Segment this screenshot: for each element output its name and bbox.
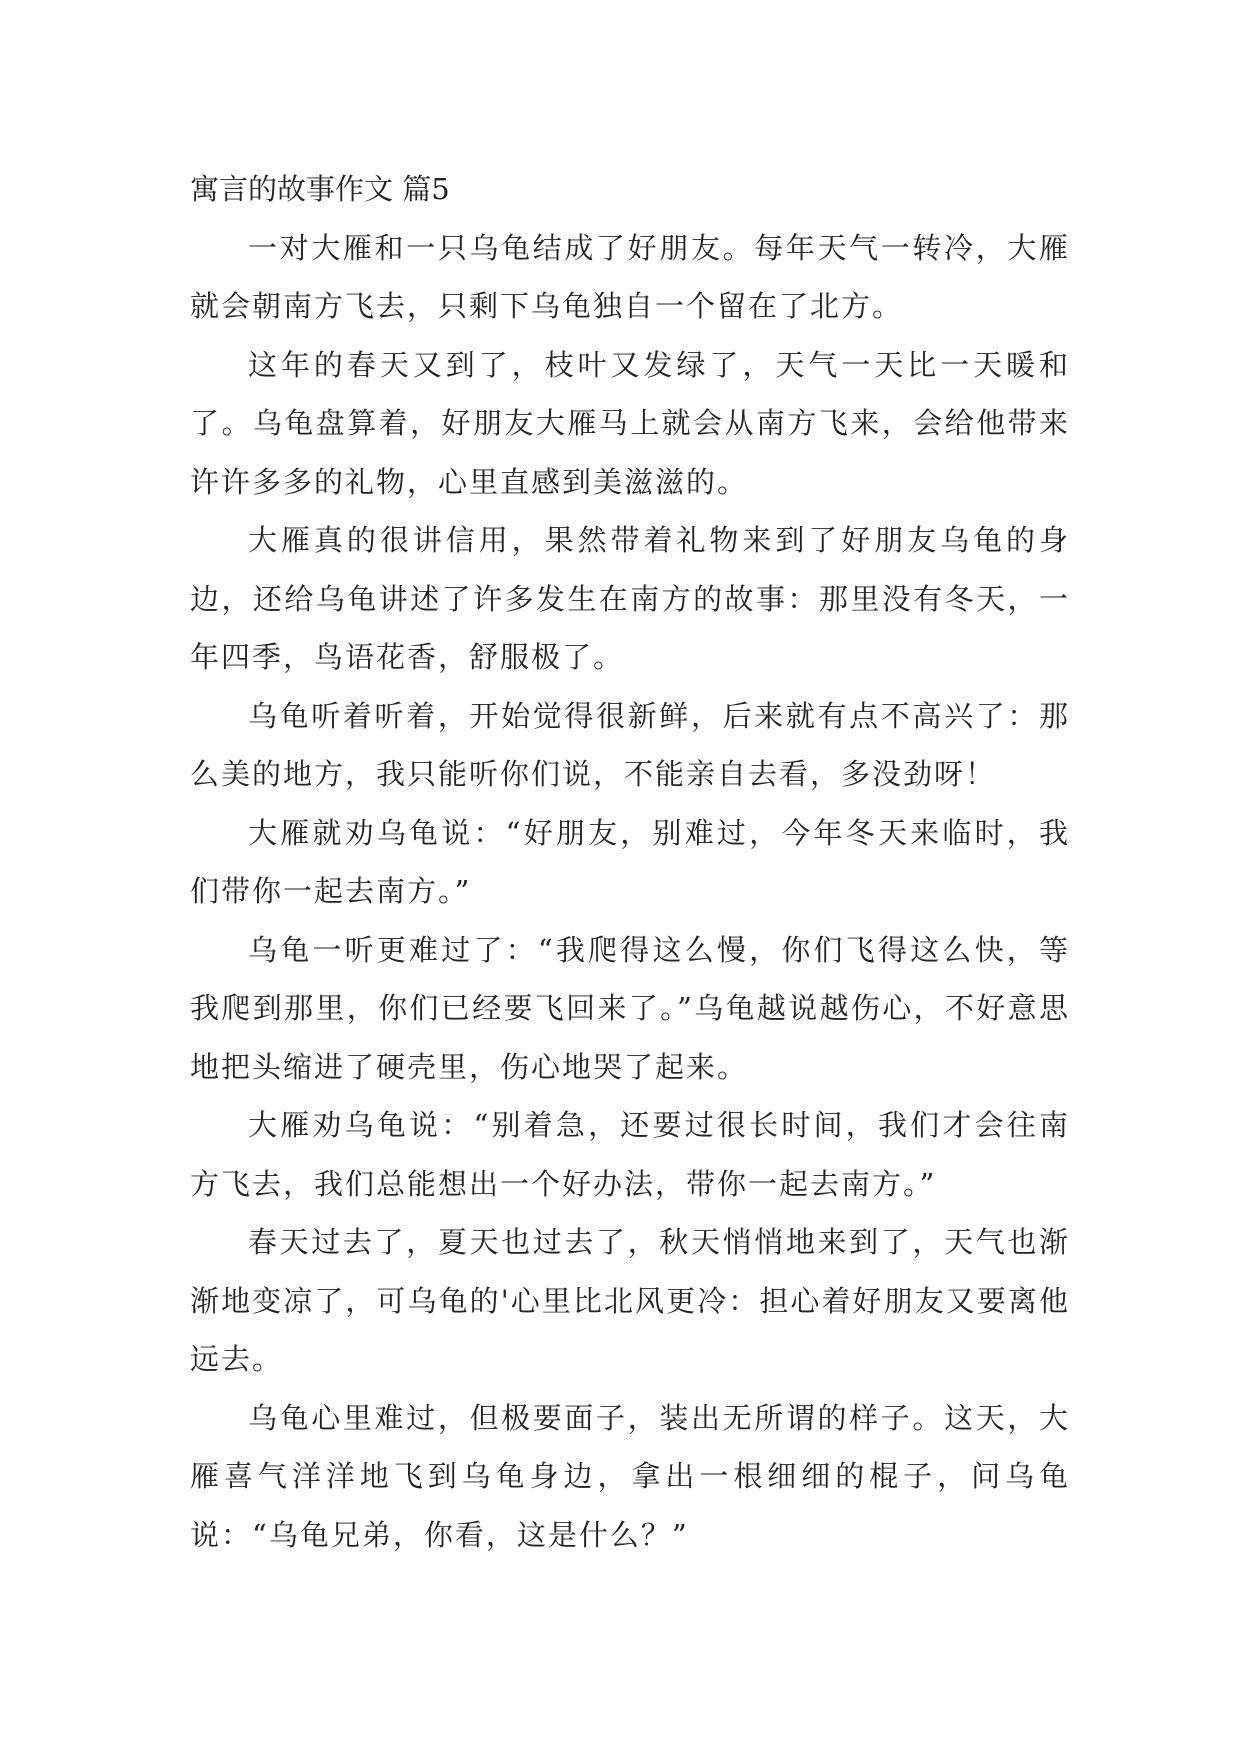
paragraph: 大雁就劝乌龟说：“好朋友，别难过，今年冬天来临时，我们带你一起去南方。” <box>190 815 1070 908</box>
document-body <box>190 160 1070 1564</box>
document-title: 寓言的故事作文 篇5 <box>190 172 450 206</box>
paragraph: 一对大雁和一只乌龟结成了好朋友。每年天气一转冷，大雁就会朝南方飞去，只剩下乌龟独自一个留在了北方。 <box>190 230 1070 323</box>
paragraph: 这年的春天又到了，枝叶又发绿了，天气一天比一天暖和了。乌龟盘算着，好朋友大雁马上就会从南方飞来，会给他带来许许多多的礼物，心里直感到美滋滋的。 <box>190 347 1070 499</box>
paragraph: 乌龟一听更难过了：“我爬得这么慢，你们飞得这么快，等我爬到那里，你们已经要飞回来了。”乌龟越说越伤心，不好意思地把头缩进了硬壳里，伤心地哭了起来。 <box>190 932 1070 1084</box>
paragraph: 大雁劝乌龟说：“别着急，还要过很长时间，我们才会往南方飞去，我们总能想出一个好办法，带你一起去南方。” <box>190 1108 1070 1201</box>
paragraph: 春天过去了，夏天也过去了，秋天悄悄地来到了，天气也渐渐地变凉了，可乌龟的'心里比北风更冷：担心着好朋友又要离他远去。 <box>190 1225 1070 1376</box>
paragraph: 大雁真的很讲信用，果然带着礼物来到了好朋友乌龟的身边，还给乌龟讲述了许多发生在南方的故事：那里没有冬天，一年四季，鸟语花香，舒服极了。 <box>190 523 1070 674</box>
paragraph: 乌龟听着听着，开始觉得很新鲜，后来就有点不高兴了：那么美的地方，我只能听你们说，不能亲自去看，多没劲呀！ <box>190 698 1070 791</box>
paragraph: 乌龟心里难过，但极要面子，装出无所谓的样子。这天，大雁喜气洋洋地飞到乌龟身边，拿出一根细细的棍子，问乌龟说：“乌龟兄弟，你看，这是什么？” <box>190 1400 1070 1552</box>
